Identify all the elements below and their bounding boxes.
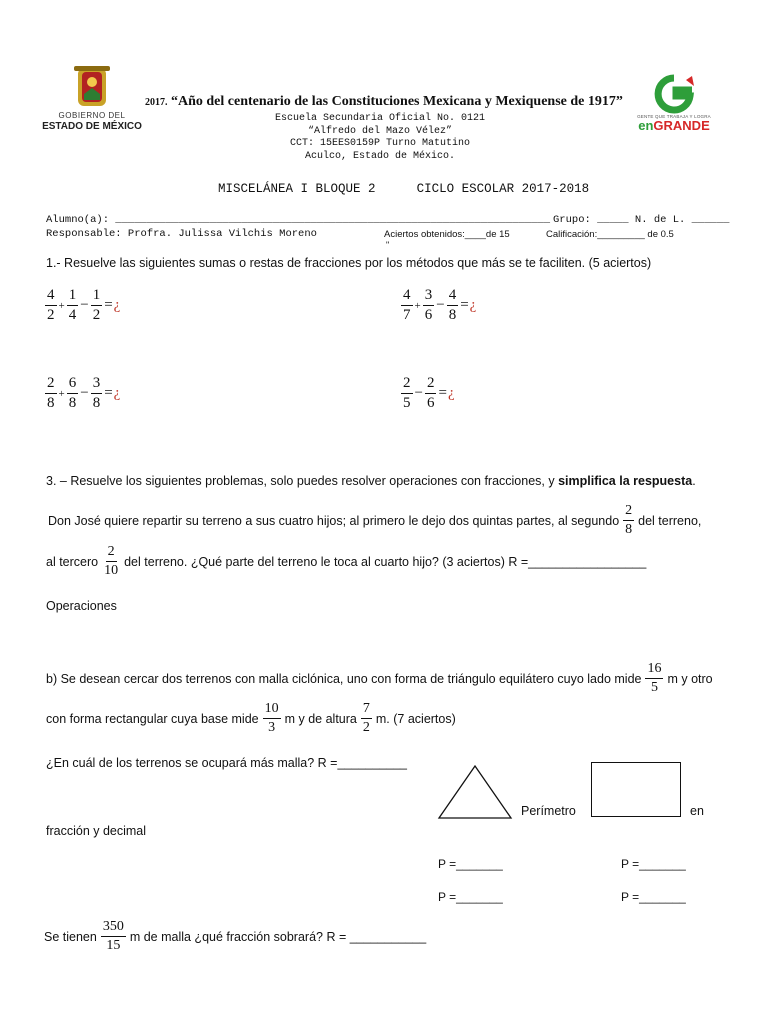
fraccion-decimal-label: fracción y decimal <box>46 824 147 838</box>
problem1-line2 <box>46 545 646 578</box>
last-text1: Se tienen <box>44 929 97 944</box>
denominator: 5 <box>403 395 411 411</box>
school-name: Escuela Secundaria Oficial No. 0121 <box>274 113 486 124</box>
section3-instruction-end: . <box>692 474 696 488</box>
problem1-text3: al tercero <box>46 554 99 569</box>
fraction <box>101 920 126 953</box>
numerator: 2 <box>623 504 634 521</box>
numerator: 2 <box>45 376 57 394</box>
numerator: 2 <box>425 376 437 394</box>
numerator: 1 <box>67 288 79 306</box>
p-triangle-decimal: P =_______ <box>438 890 503 904</box>
denominator: 4 <box>68 307 77 323</box>
fraction <box>447 288 459 323</box>
aciertos-field: Aciertos obtenidos:____de 15 <box>384 229 510 240</box>
denominator: 6 <box>426 395 435 411</box>
minus-sign: − <box>80 297 89 313</box>
grupo-field: Grupo: _____ N. de L. ______ <box>553 214 730 226</box>
fraction <box>67 288 79 323</box>
logo-line-gobierno: GOBIERNO DEL <box>58 111 126 120</box>
plus-sign: + <box>58 387 65 400</box>
section1-instruction: 1.- Resuelve las siguientes sumas o restas de fracciones por los métodos que más se te faciliten. (5 aciertos) <box>46 256 652 270</box>
exercise-1 <box>44 288 120 323</box>
problem1-text1: Don José quiere repartir su terreno a sus cuatro hijos; al primero le dejo dos quintas partes, al segundo <box>48 513 620 528</box>
equals-sign: = <box>460 297 469 313</box>
problem1-line1 <box>48 504 701 537</box>
numerator: 16 <box>645 662 663 679</box>
malla-question: ¿En cuál de los terrenos se ocupará más malla? R =__________ <box>46 756 407 770</box>
coat-of-arms-icon <box>36 64 148 112</box>
numerator: 6 <box>67 376 79 394</box>
numerator: 4 <box>45 288 57 306</box>
exercise-4 <box>400 376 455 411</box>
school-cct: CCT: 15EES0159P Turno Matutino <box>289 138 471 149</box>
fraction <box>401 376 413 411</box>
denominator: 15 <box>106 938 121 953</box>
fraction <box>263 702 281 735</box>
equals-sign: = <box>104 297 113 313</box>
engrande-en: en <box>638 118 654 133</box>
denominator: 2 <box>362 720 370 735</box>
fraction <box>91 288 103 323</box>
fraction <box>401 288 413 323</box>
denominator: 8 <box>448 307 457 323</box>
stray-mark: " <box>386 240 390 250</box>
fraction <box>361 702 372 735</box>
numerator: 1 <box>91 288 103 306</box>
numerator: 7 <box>361 702 372 719</box>
fraction <box>45 376 57 411</box>
fraction <box>423 288 435 323</box>
problem1-text2: del terreno, <box>638 513 702 528</box>
equals-sign: = <box>438 385 447 401</box>
fraction <box>623 504 634 537</box>
plus-sign: + <box>58 299 65 312</box>
numerator: 3 <box>423 288 435 306</box>
minus-sign: − <box>414 385 423 401</box>
school-honoree: “Alfredo del Mazo Vélez” <box>307 125 453 137</box>
answer-placeholder: ¿ <box>113 297 121 313</box>
alumno-field: Alumno(a): _____________________________________________________________________ <box>46 214 551 226</box>
fraction <box>45 288 57 323</box>
motto-text: “Año del centenario de las Constituciones Mexicana y Mexiquense de 1917” <box>171 94 623 109</box>
denominator: 8 <box>92 395 101 411</box>
problem-b-text2: m y otro <box>667 671 713 686</box>
page-title <box>218 182 589 196</box>
section3-instruction-start: 3. – Resuelve los siguientes problemas, solo puedes resolver operaciones con fracciones, y <box>46 474 559 488</box>
problem-b-text3: con forma rectangular cuya base mide <box>46 711 259 726</box>
denominator: 8 <box>625 522 633 537</box>
engrande-grande: GRANDE <box>653 118 710 133</box>
title-ciclo: CICLO ESCOLAR 2017-2018 <box>416 182 590 196</box>
denominator: 3 <box>268 720 276 735</box>
engrande-logo <box>632 74 716 138</box>
motto-line <box>145 94 623 110</box>
problem-b-text5: m. (7 aciertos) <box>375 711 456 726</box>
operaciones-label: Operaciones <box>46 599 117 613</box>
numerator: 4 <box>447 288 459 306</box>
equals-sign: = <box>104 385 113 401</box>
fraction <box>102 545 120 578</box>
denominator: 2 <box>92 307 101 323</box>
engrande-brand <box>632 119 716 132</box>
fraction <box>645 662 663 695</box>
denominator: 5 <box>650 680 658 695</box>
denominator: 10 <box>104 563 119 578</box>
calificacion-field: Calificación:_________ de 0.5 <box>546 229 674 240</box>
denominator: 8 <box>68 395 77 411</box>
minus-sign: − <box>436 297 445 313</box>
rectangle-shape <box>591 762 681 817</box>
g-logo-icon <box>632 74 716 114</box>
p-rectangle-fraction: P =_______ <box>621 857 686 871</box>
denominator: 7 <box>403 307 411 323</box>
numerator: 4 <box>401 288 413 306</box>
problem1-text4: del terreno. ¿Qué parte del terreno le toca al cuarto hijo? (3 aciertos) R =_________________ <box>124 554 647 569</box>
p-rectangle-decimal: P =_______ <box>621 890 686 904</box>
numerator: 2 <box>106 545 117 562</box>
fraction <box>425 376 437 411</box>
en-label: en <box>690 804 704 818</box>
section3-instruction-bold: simplifica la respuesta <box>558 474 693 488</box>
last-question <box>44 920 426 953</box>
fraction <box>91 376 103 411</box>
problem-b-line2 <box>46 702 456 735</box>
denominator: 8 <box>47 395 55 411</box>
denominator: 2 <box>47 307 55 323</box>
minus-sign: − <box>80 385 89 401</box>
problem-b-line1 <box>46 662 713 695</box>
responsable-field: Responsable: Profra. Julissa Vilchis Moreno <box>46 228 317 240</box>
numerator: 2 <box>401 376 413 394</box>
triangle-shape <box>437 764 513 820</box>
perimetro-label: Perímetro <box>521 804 576 818</box>
plus-sign: + <box>414 299 421 312</box>
p-triangle-fraction: P =_______ <box>438 857 503 871</box>
problem-b-text4: m y de altura <box>284 711 357 726</box>
exercise-2 <box>400 288 476 323</box>
section3-instruction <box>46 474 696 488</box>
engrande-tagline: GENTE QUE TRABAJA Y LOGRA <box>637 114 711 119</box>
school-location: Aculco, Estado de México. <box>304 150 456 162</box>
numerator: 350 <box>101 920 126 937</box>
fraction <box>67 376 79 411</box>
problem-b-text1: b) Se desean cercar dos terrenos con malla ciclónica, uno con forma de triángulo equilátero cuyo lado mide <box>46 671 642 686</box>
motto-year: 2017. <box>145 97 168 108</box>
numerator: 3 <box>91 376 103 394</box>
numerator: 10 <box>263 702 281 719</box>
exercise-3 <box>44 376 120 411</box>
denominator: 6 <box>424 307 433 323</box>
logo-line-estado: ESTADO DE MÉXICO <box>42 120 142 132</box>
answer-placeholder: ¿ <box>447 385 455 401</box>
school-info <box>230 113 530 163</box>
gobierno-estado-mexico-logo <box>36 64 148 136</box>
last-text2: m de malla ¿qué fracción sobrará? R = ___________ <box>129 929 427 944</box>
answer-placeholder: ¿ <box>113 385 121 401</box>
title-miscelanea: MISCELÁNEA I BLOQUE 2 <box>218 182 376 196</box>
answer-placeholder: ¿ <box>469 297 477 313</box>
